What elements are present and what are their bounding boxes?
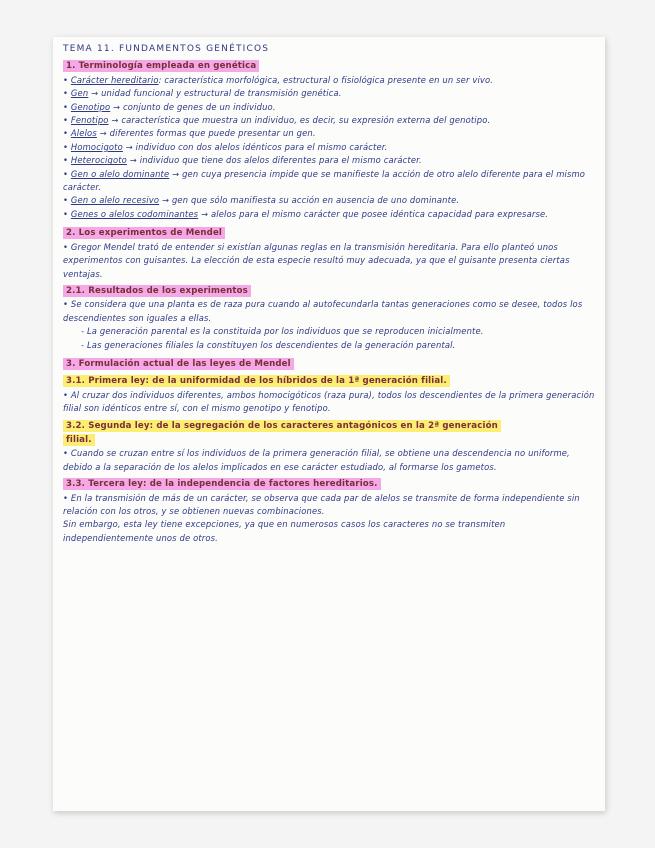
pure-breed-paragraph: • Se considera que una planta es de raza pura cuando al autofecundarla tantas generaciones como se desee, todos los descendientes son iguales a ellas. — [63, 298, 597, 325]
law-1-text: • Al cruzar dos individuos diferentes, ambos homocigóticos (raza pura), todos los descendientes de la primera generación filial son idénticos entre sí, con el mismo genotipo y fenotipo. — [63, 389, 597, 416]
term-definition: : característica morfológica, estructural o fisiológica presente en un ser vivo. — [158, 74, 494, 85]
term-item — [63, 154, 597, 167]
term-name: Gen o alelo dominante — [70, 168, 170, 179]
term-definition: → conjunto de genes de un individuo. — [110, 101, 276, 112]
parental-generation-item: - La generación parental es la constituida por los individuos que se reproducen inicialmente. — [63, 325, 597, 338]
law-3 — [63, 477, 597, 491]
term-item — [63, 114, 597, 127]
term-name: Heterocigoto — [70, 155, 127, 166]
law-2-text: • Cuando se cruzan entre sí los individuos de la primera generación filial, se obtiene una descendencia no uniforme, debido a la separación de los alelos implicados en ese carácter estudiado, al formarse los gametos. — [63, 447, 597, 474]
section-2-heading: 2. Los experimentos de Mendel — [63, 227, 225, 239]
section-1-heading: 1. Terminología empleada en genética — [63, 60, 259, 72]
term-definition: → gen cuya presencia impide que se manifieste la acción de otro alelo diferente para el mismo carácter. — [63, 168, 586, 193]
term-item — [63, 74, 597, 87]
law-3-text: • En la transmisión de más de un carácter, se observa que cada par de alelos se transmite de forma independiente sin relación con los otros, y se obtienen nuevas combinaciones. — [63, 492, 597, 519]
term-definition: → unidad funcional y estructural de transmisión genética. — [88, 88, 342, 99]
term-name: Fenotipo — [70, 115, 109, 126]
law-3-heading: 3.3. Tercera ley: de la independencia de factores hereditarios. — [63, 478, 381, 490]
term-item — [63, 194, 597, 207]
section-1 — [63, 59, 597, 73]
term-name: Carácter hereditario — [70, 74, 159, 85]
term-name: Gen o alelo recesivo — [70, 195, 160, 206]
subsection-2-1 — [63, 284, 597, 298]
page-title: TEMA 11. FUNDAMENTOS GENÉTICOS — [63, 44, 270, 54]
term-name: Homocigoto — [70, 141, 123, 152]
subsection-2-1-heading: 2.1. Resultados de los experimentos — [63, 285, 251, 297]
law-2-heading-continued: filial. — [63, 434, 95, 446]
term-definition: → individuo que tiene dos alelos diferentes para el mismo carácter. — [126, 155, 422, 166]
term-definition: → individuo con dos alelos idénticos para el mismo carácter. — [122, 141, 388, 152]
law-3-exceptions: Sin embargo, esta ley tiene excepciones, ya que en numerosos casos los caracteres no se transmiten independientemente unos de otros. — [63, 519, 506, 543]
law-2 — [63, 419, 597, 448]
term-name: Genotipo — [70, 101, 111, 112]
term-item — [63, 87, 597, 100]
term-item — [63, 208, 597, 221]
handwritten-notes — [63, 43, 597, 545]
law-1-heading: 3.1. Primera ley: de la uniformidad de los híbridos de la 1ª generación filial. — [63, 375, 450, 387]
term-item — [63, 101, 597, 114]
term-item — [63, 168, 597, 195]
notebook-page — [53, 37, 605, 811]
term-name: Alelos — [70, 128, 97, 139]
term-item — [63, 141, 597, 154]
law-2-heading: 3.2. Segunda ley: de la segregación de los caracteres antagónicos en la 2ª generación — [63, 420, 501, 432]
term-name: Genes o alelos codominantes — [70, 208, 199, 219]
section-3 — [63, 357, 597, 371]
term-name: Gen — [70, 88, 89, 99]
mendel-intro: • Gregor Mendel trató de entender si existían algunas reglas en la transmisión hereditaria. Para ello planteó unos experimentos con guisantes. La elección de esta especie resultó muy adecuada, ya que el guisante presenta ciertas ventajas. — [63, 241, 597, 281]
section-2 — [63, 226, 597, 240]
term-item — [63, 127, 597, 140]
law-1 — [63, 374, 597, 388]
term-definition: → alelos para el mismo carácter que posee idéntica capacidad para expresarse. — [198, 208, 549, 219]
term-definition: → gen que sólo manifiesta su acción en ausencia de uno dominante. — [159, 195, 460, 206]
term-definition: → diferentes formas que puede presentar un gen. — [96, 128, 316, 139]
term-definition: → característica que muestra un individuo, es decir, su expresión externa del genotipo. — [108, 115, 491, 126]
filial-generation-item: - Las generaciones filiales la constituyen los descendientes de la generación parental. — [63, 339, 597, 352]
term-list — [63, 74, 597, 221]
section-3-heading: 3. Formulación actual de las leyes de Mendel — [63, 358, 294, 370]
